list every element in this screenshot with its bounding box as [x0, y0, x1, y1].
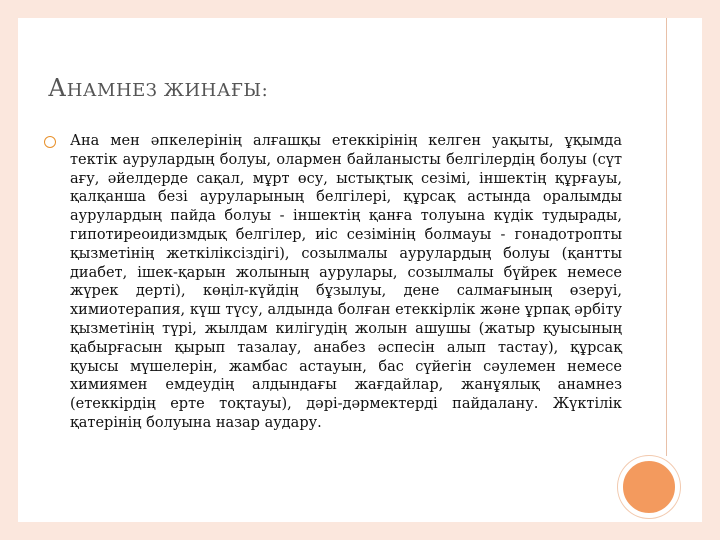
bullet-item	[44, 132, 624, 433]
slide-edge-line	[666, 18, 667, 456]
bullet-list	[44, 132, 624, 433]
title-first-letter: А	[48, 74, 67, 102]
bullet-circle-icon	[44, 136, 56, 148]
bullet-text: Ана мен әпкелерінің алғашқы етеккірінің келген уақыты, ұқымда тектік аурулардың болуы, олармен байланысты белгілердің болуы (сүт ағу, әйелдерде сақал, мұрт өсу, ыстықтық сезімі, іншектің құрғауы, қалқанша безі ауруларының белгілері, құрсақ астында оралымды аурулардың пайда болуы - іншектің қанға толуына күдік тудырады, гипотиреоидизмдық белгілер, иіс сезімінің болмауы - гонадотропты қызметінің жеткіліксіздігі), созылмалы аурулардың болуы (қантты диабет, ішек-қарын жолының аурулары, созылмалы бүйрек немесе жүрек дерті), көңіл-күйдің бұзылуы, дене салмағының өзеруі, химиотерапия, күш түсу, алдында болған етеккірлік және ұрпақ әрбіту қызметінің түрі, жылдам килігудің жолын ашушы (жатыр қуысының қабырғасын қырып тазалау, анабез әспесін алып тастау), құрсақ қуысы мүшелерін, жамбас астауын, бас сүйегін сәулемен немесе химиямен емдеудің алдындағы жағдайлар, жанұялық анамнез (етеккірдің ерте тоқтауы), дәрі-дәрмектерді пайдалану. Жүктілік қатерінің болуына назар аудару.	[70, 133, 622, 431]
decorative-orange-circle	[618, 456, 680, 518]
slide	[18, 18, 702, 522]
slide-title	[48, 74, 268, 102]
title-rest: НАМНЕЗ ЖИНАҒЫ:	[66, 80, 269, 101]
